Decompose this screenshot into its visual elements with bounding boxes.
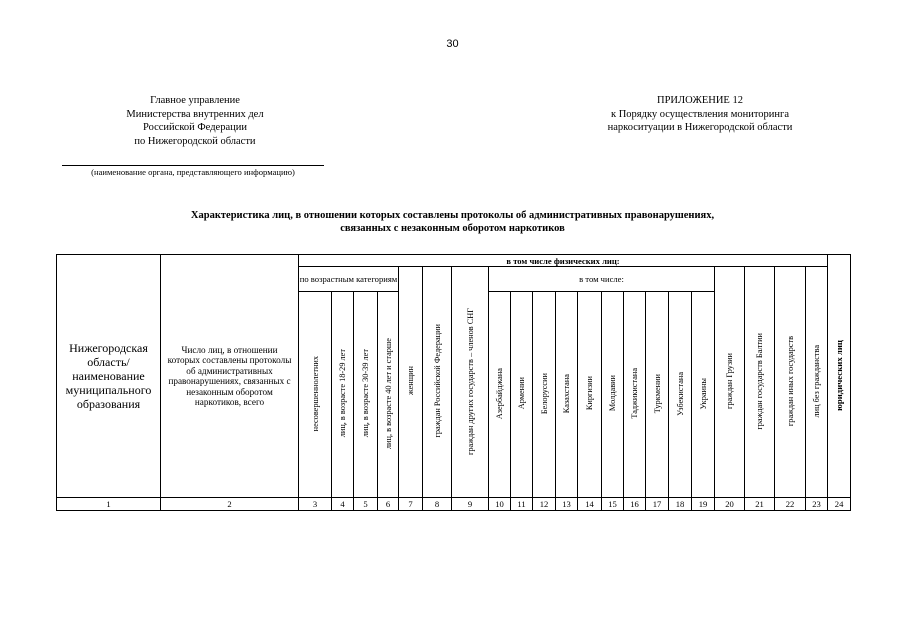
col-header-label: граждан иных государств	[785, 335, 795, 427]
col-header-label: граждан других государств – членов СНГ	[465, 307, 475, 455]
col-header-label: женщин	[406, 366, 415, 396]
col-header-label: Туркмении	[652, 373, 662, 414]
authority-line: по Нижегородской области	[134, 135, 256, 147]
column-number: 12	[533, 498, 556, 511]
column-number: 18	[669, 498, 692, 511]
col-header-turkmenistan	[646, 292, 669, 498]
col-header-armenia	[511, 292, 533, 498]
col-header-label: Таджикистана	[630, 368, 639, 419]
col-header-kyrgyzstan	[578, 292, 602, 498]
col-header-label: Киргизии	[585, 376, 594, 411]
column-number: 19	[692, 498, 715, 511]
col-header-label: граждан Грузии	[725, 352, 734, 409]
column-number: 17	[646, 498, 669, 511]
column-number: 4	[332, 498, 354, 511]
column-number: 23	[806, 498, 828, 511]
col-header-label: Армении	[517, 377, 526, 410]
appendix-header	[565, 94, 835, 135]
col-header-label: Молдавии	[608, 375, 617, 412]
col-header-label: лиц без гражданства	[812, 344, 822, 418]
col-header-russian-citizens	[423, 267, 452, 498]
col-header-belarus	[533, 292, 556, 498]
col-header-label: несовершеннолетних	[310, 355, 320, 432]
col-header-label: Азербайджана	[495, 367, 504, 420]
column-number: 8	[423, 498, 452, 511]
col-header-minors	[299, 292, 332, 498]
col-header-label: Казахстана	[562, 373, 571, 414]
issuing-authority	[60, 94, 330, 148]
appendix-line: наркоситуации в Нижегородской области	[607, 122, 793, 133]
column-number: 6	[378, 498, 399, 511]
col-header-tajikistan	[624, 292, 646, 498]
group-including: в том числе:	[489, 267, 715, 292]
col-legal-entities-header	[828, 255, 851, 498]
col-header-label: лиц, в возрасте 18-29 лет	[338, 349, 347, 438]
col-header-label: граждан государств Балтии	[755, 332, 764, 430]
column-number: 15	[602, 498, 624, 511]
column-number: 21	[745, 498, 775, 511]
column-number: 1	[57, 498, 161, 511]
column-number: 16	[624, 498, 646, 511]
title-line: связанных с незаконным оборотом наркотиков	[340, 223, 565, 234]
column-number: 2	[161, 498, 299, 511]
column-number: 20	[715, 498, 745, 511]
authority-line: Российской Федерации	[143, 122, 247, 133]
document-title	[60, 209, 845, 235]
col-header-label: юридических лиц	[833, 339, 844, 411]
authority-caption: (наименование органа, представляющего информацию)	[91, 167, 295, 177]
signature-line	[62, 165, 324, 166]
col-header-georgia	[715, 267, 745, 498]
col-header-label: лиц, в возрасте 40 лет и старше	[383, 337, 393, 450]
col-header-women	[399, 267, 423, 498]
col-header-uzbekistan	[669, 292, 692, 498]
column-number: 9	[452, 498, 489, 511]
report-table	[56, 254, 851, 511]
col-header-kazakhstan	[556, 292, 578, 498]
column-number: 14	[578, 498, 602, 511]
column-number: 3	[299, 498, 332, 511]
authority-line: Министерства внутренних дел	[126, 108, 264, 120]
col-header-label: Белоруссии	[539, 372, 549, 415]
group-age-categories: по возрастным категориям	[299, 267, 399, 292]
col-header-moldova	[602, 292, 624, 498]
col-header-cis-citizens	[452, 267, 489, 498]
col-header-ukraine	[692, 292, 715, 498]
col-header-label: Украины	[698, 377, 708, 410]
col-header-stateless	[806, 267, 828, 498]
col-header-age-30-39	[354, 292, 378, 498]
col-total-header: Число лиц, в отношении которых составлены протоколы об административных правонарушениях, связанных с незаконным оборотом наркотиков, всего	[161, 255, 299, 498]
appendix-line: к Порядку осуществления мониторинга	[610, 108, 790, 120]
col-municipality-header: Нижегородская область/ наименование муниципального образования	[57, 255, 161, 498]
authority-line: Главное управление	[150, 95, 240, 106]
column-number: 13	[556, 498, 578, 511]
col-header-label: лиц, в возрасте 30-39 лет	[361, 349, 370, 438]
col-header-azerbaijan	[489, 292, 511, 498]
column-number: 11	[511, 498, 533, 511]
column-number: 7	[399, 498, 423, 511]
column-number: 5	[354, 498, 378, 511]
col-header-label: граждан Российской Федерации	[432, 324, 442, 438]
col-header-baltic	[745, 267, 775, 498]
column-number: 22	[775, 498, 806, 511]
column-numbers-row	[57, 498, 851, 511]
appendix-line: ПРИЛОЖЕНИЕ 12	[657, 95, 743, 106]
column-number: 24	[828, 498, 851, 511]
group-physical-persons: в том числе физических лиц:	[299, 255, 828, 267]
col-header-other-states	[775, 267, 806, 498]
col-header-label: Узбекистана	[675, 371, 685, 416]
col-header-age-40-plus	[378, 292, 399, 498]
title-line: Характеристика лиц, в отношении которых составлены протоколы об административных правонарушениях,	[190, 210, 715, 221]
col-header-age-18-29	[332, 292, 354, 498]
column-number: 10	[489, 498, 511, 511]
page-number: 30	[446, 38, 459, 50]
